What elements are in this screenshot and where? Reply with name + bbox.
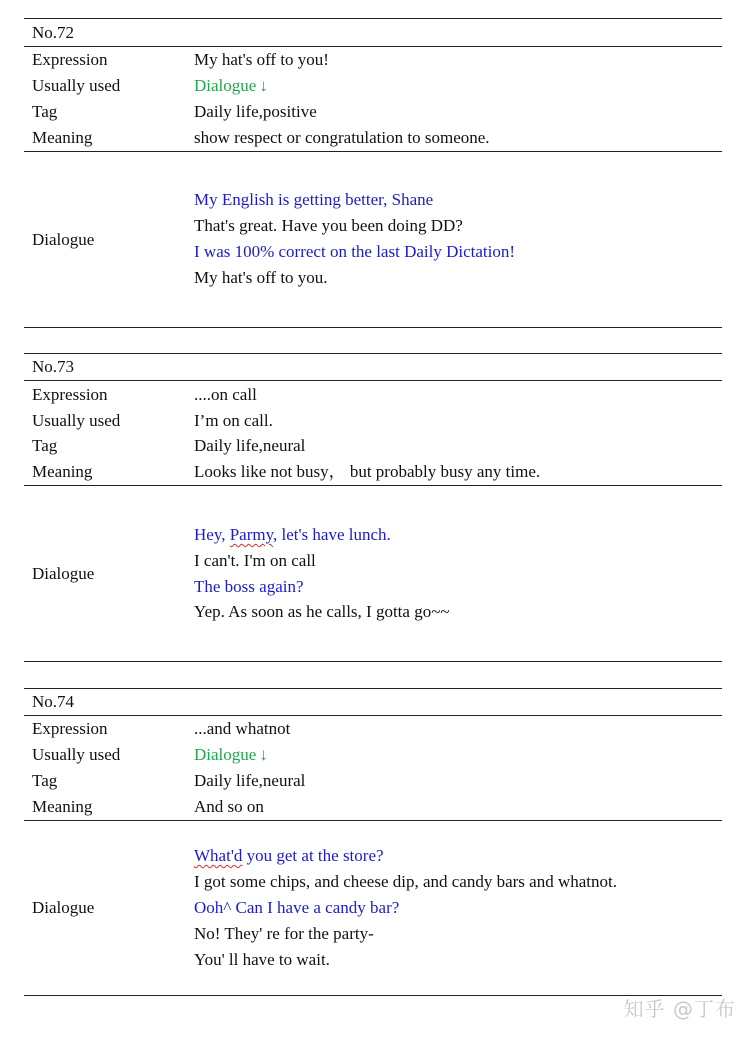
usually-used-value: I’m on call. (194, 411, 273, 430)
table-top-rule (24, 18, 722, 19)
dialogue-line: I can't. I'm on call (194, 551, 316, 570)
dialogue-line: The boss again? (194, 577, 304, 596)
tag-label: Tag (32, 102, 58, 121)
entry-number: No.73 (32, 357, 75, 376)
table-bottom-rule (24, 327, 722, 328)
expression-label: Expression (32, 719, 108, 738)
meaning-rule (24, 820, 722, 821)
dialogue-line: That's great. Have you been doing DD? (194, 216, 463, 235)
meaning-rule (24, 485, 722, 486)
header-rule (24, 715, 722, 716)
usually-used-label: Usually used (32, 76, 121, 95)
spellcheck-word: What'd (194, 846, 243, 865)
dialogue-line: Ooh^ Can I have a candy bar? (194, 898, 400, 917)
dialogue-line: I got some chips, and cheese dip, and candy bars and whatnot. (194, 872, 617, 891)
usually-used-text: Dialogue (194, 76, 257, 95)
tag-value: Daily life,neural (194, 771, 306, 790)
dialogue-line: No! They' re for the party- (194, 924, 374, 943)
table-bottom-rule (24, 995, 722, 996)
usually-used-text: Dialogue (194, 745, 257, 764)
usually-used-label: Usually used (32, 745, 121, 764)
spellcheck-word: Parmy (229, 525, 273, 544)
tag-value: Daily life,positive (194, 102, 317, 121)
header-rule (24, 380, 722, 381)
usually-used-value (194, 76, 268, 96)
dialogue-label: Dialogue (32, 898, 95, 917)
header-rule (24, 46, 722, 47)
expression-value: My hat's off to you! (194, 50, 329, 69)
dialogue-line: My English is getting better, Shane (194, 190, 434, 209)
meaning-value: And so on (194, 797, 264, 816)
dialogue-line: I was 100% correct on the last Daily Dictation! (194, 242, 516, 261)
dialogue-line: Hey, Parmy, let's have lunch. (194, 525, 391, 544)
expression-value: ...and whatnot (194, 719, 291, 738)
meaning-value: Looks like not busy， but probably busy any time. (194, 462, 541, 481)
usually-used-label: Usually used (32, 411, 121, 430)
expression-label: Expression (32, 50, 108, 69)
meaning-label: Meaning (32, 462, 93, 481)
expression-value: ....on call (194, 385, 257, 404)
meaning-value: show respect or congratulation to someone. (194, 128, 490, 147)
dialogue-label: Dialogue (32, 564, 95, 583)
dialogue-line: Yep. As soon as he calls, I gotta go~~ (194, 602, 450, 621)
entry-number: No.72 (32, 23, 75, 42)
tag-label: Tag (32, 771, 58, 790)
dialogue-line: What'd you get at the store? (194, 846, 384, 865)
tag-label: Tag (32, 436, 58, 455)
arrow-down-icon: ↓ (259, 745, 268, 764)
watermark: 知乎 @丁布 (623, 997, 736, 1021)
meaning-label: Meaning (32, 797, 93, 816)
meaning-rule (24, 151, 722, 152)
table-top-rule (24, 353, 722, 354)
dialogue-line: You' ll have to wait. (194, 950, 330, 969)
arrow-down-icon: ↓ (259, 76, 268, 95)
dialogue-label: Dialogue (32, 230, 95, 249)
table-bottom-rule (24, 661, 722, 662)
dialogue-line: My hat's off to you. (194, 268, 328, 287)
meaning-label: Meaning (32, 128, 93, 147)
expression-label: Expression (32, 385, 108, 404)
entry-number: No.74 (32, 692, 75, 711)
tag-value: Daily life,neural (194, 436, 306, 455)
usually-used-value (194, 745, 268, 765)
table-top-rule (24, 688, 722, 689)
